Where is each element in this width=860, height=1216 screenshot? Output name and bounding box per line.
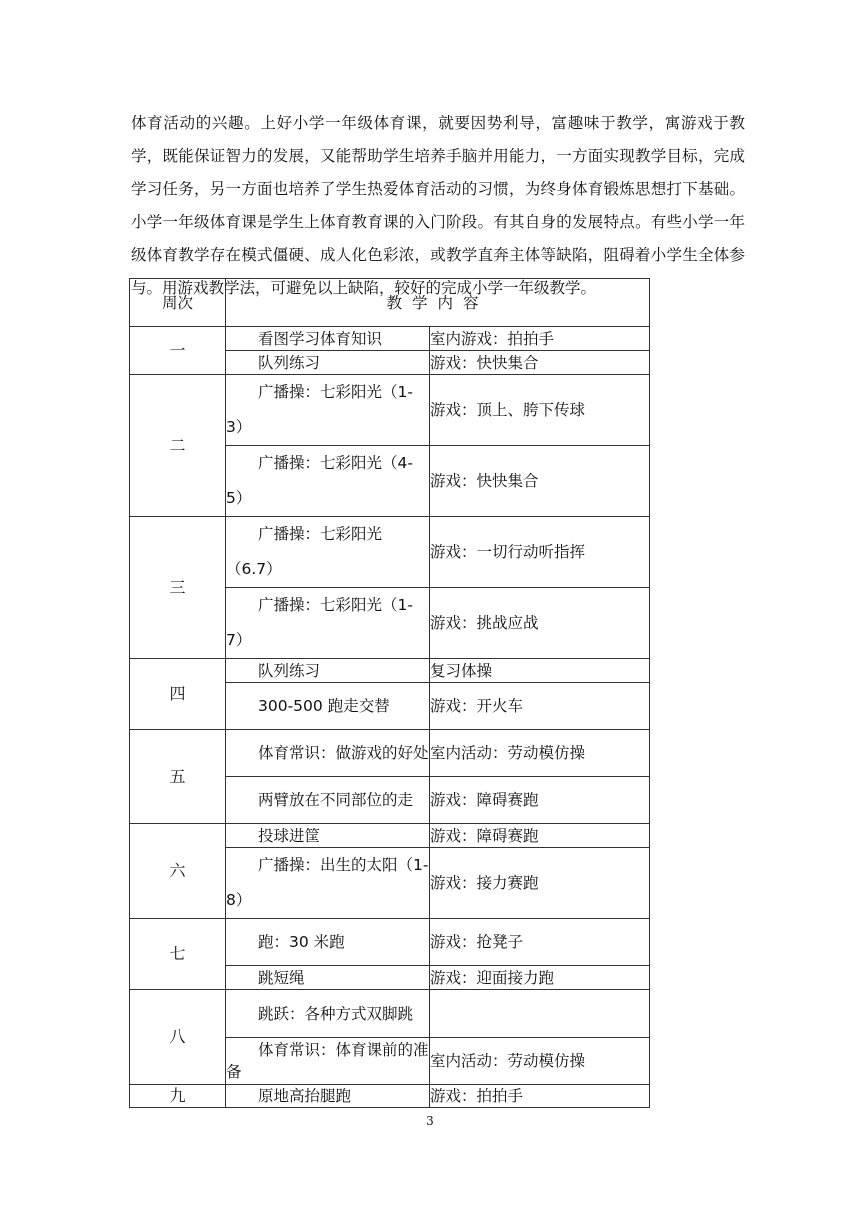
content-text: 原地高抬腿跑 <box>258 1087 352 1105</box>
activity-cell: 室内游戏：拍拍手 <box>430 327 650 351</box>
table-row <box>130 327 650 351</box>
activity-cell: 室内活动：劳动模仿操 <box>430 1038 650 1085</box>
activity-cell: 游戏：挑战应战 <box>430 588 650 659</box>
content-cell <box>226 351 430 375</box>
activity-cell: 游戏：障碍赛跑 <box>430 777 650 824</box>
activity-cell: 游戏：快快集合 <box>430 446 650 517</box>
content-text: 体育常识：体育课前的准备 <box>226 1041 429 1081</box>
activity-cell: 游戏：接力赛跑 <box>430 848 650 919</box>
activity-cell: 游戏：拍拍手 <box>430 1085 650 1108</box>
activity-cell: 室内活动：劳动模仿操 <box>430 730 650 777</box>
content-cell <box>226 824 430 848</box>
content-cell <box>226 659 430 683</box>
content-text: 看图学习体育知识 <box>258 329 383 348</box>
week-label: 九 <box>130 1085 226 1108</box>
activity-cell: 游戏：一切行动听指挥 <box>430 517 650 588</box>
header-week: 周次 <box>130 279 226 327</box>
content-cell <box>226 1038 430 1085</box>
content-cell <box>226 588 430 659</box>
content-cell <box>226 1085 430 1108</box>
content-cell <box>226 375 430 446</box>
week-label: 三 <box>130 517 226 659</box>
table-row <box>130 517 650 588</box>
content-text: 广播操：出生的太阳（1-8） <box>226 856 429 909</box>
content-text: 广播操：七彩阳光（6.7） <box>226 525 383 578</box>
content-cell <box>226 517 430 588</box>
content-cell <box>226 730 430 777</box>
activity-cell: 游戏：迎面接力跑 <box>430 966 650 990</box>
table-header-row <box>130 279 650 327</box>
table-row <box>130 659 650 683</box>
content-text: 跑：30 米跑 <box>258 933 345 951</box>
table-row <box>130 824 650 848</box>
week-label: 七 <box>130 919 226 990</box>
content-cell <box>226 990 430 1038</box>
week-label: 六 <box>130 824 226 919</box>
table-row <box>130 730 650 777</box>
week-label: 四 <box>130 659 226 730</box>
activity-cell: 游戏：障碍赛跑 <box>430 824 650 848</box>
activity-cell: 复习体操 <box>430 659 650 683</box>
content-text: 投球进筐 <box>258 826 321 845</box>
teaching-schedule-table <box>129 278 650 1108</box>
content-text: 体育常识：做游戏的好处 <box>258 744 429 762</box>
content-cell <box>226 446 430 517</box>
activity-cell: 游戏：快快集合 <box>430 351 650 375</box>
header-content: 教学内容 <box>226 279 650 327</box>
content-text: 队列练习 <box>258 661 321 680</box>
content-text: 两臂放在不同部位的走 <box>258 791 414 809</box>
activity-cell: 游戏：抢凳子 <box>430 919 650 966</box>
table-row <box>130 990 650 1038</box>
table-row <box>130 919 650 966</box>
content-text: 广播操：七彩阳光（4-5） <box>226 454 413 507</box>
week-label: 一 <box>130 327 226 375</box>
activity-cell: 游戏：开火车 <box>430 683 650 730</box>
content-cell <box>226 683 430 730</box>
content-text: 跳短绳 <box>258 968 305 987</box>
activity-cell: 游戏：顶上、胯下传球 <box>430 375 650 446</box>
content-cell <box>226 848 430 919</box>
week-label: 八 <box>130 990 226 1085</box>
content-cell <box>226 919 430 966</box>
activity-cell <box>430 990 650 1038</box>
table-row <box>130 375 650 446</box>
content-text: 300-500 跑走交替 <box>258 697 390 715</box>
content-cell <box>226 327 430 351</box>
week-label: 二 <box>130 375 226 517</box>
page-number: 3 <box>426 1114 434 1128</box>
week-label: 五 <box>130 730 226 824</box>
content-text: 广播操：七彩阳光（1-7） <box>226 596 413 649</box>
table-row <box>130 1085 650 1108</box>
content-text: 广播操：七彩阳光（1-3） <box>226 383 413 436</box>
content-cell <box>226 966 430 990</box>
content-cell <box>226 777 430 824</box>
intro-paragraph: 体育活动的兴趣。上好小学一年级体育课，就要因势利导，富趣味于教学，寓游戏于教学，既能保证智力的发展，又能帮助学生培养手脑并用能力，一方面实现教学目标，完成学习任务，另一方面也培养了学生热爱体育活动的习惯，为终身体育锻炼思想打下基础。小学一年级体育课是学生上体育教育课的入门阶段。有其自身的发展特点。有些小学一年级体育教学存在模式僵硬、成人化色彩浓，或教学直奔主体等缺陷，阻碍着小学生全体参与。用游戏教学法，可避免以上缺陷，较好的完成小学一年级教学。 <box>131 114 745 297</box>
content-text: 队列练习 <box>258 353 321 372</box>
content-text: 跳跃：各种方式双脚跳 <box>258 1004 414 1023</box>
